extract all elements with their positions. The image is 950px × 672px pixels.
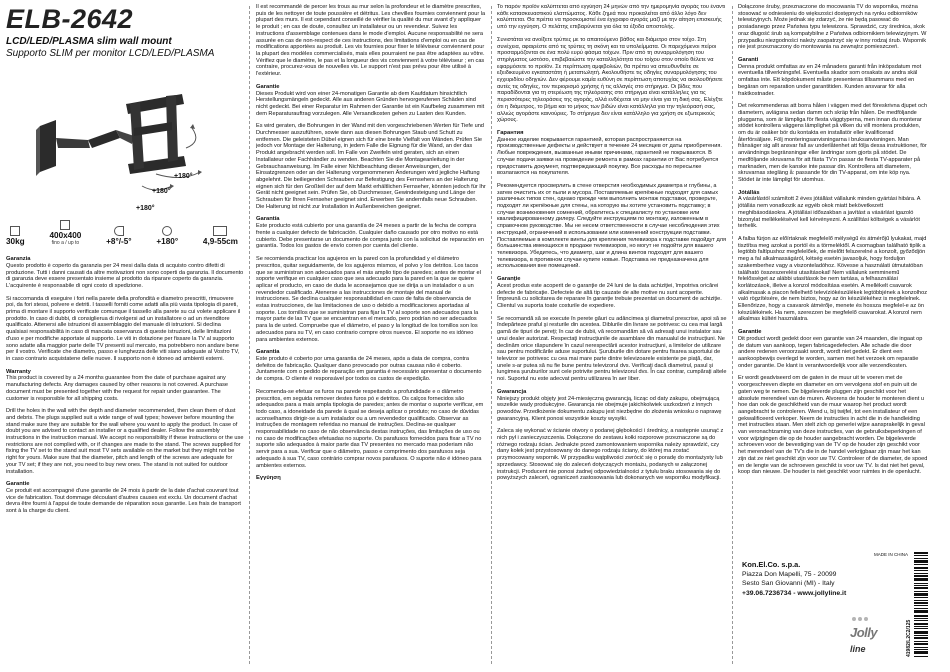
spec-swivel: +180°	[156, 226, 178, 246]
spec-weight: 30kg	[6, 226, 25, 246]
made-in-label: MADE IN CHINA	[873, 552, 908, 557]
logo-subword: line	[850, 644, 866, 654]
barcode-bar	[914, 631, 928, 634]
barcode-bar	[914, 558, 928, 559]
text-section: Gwarancja Niniejszy produkt objęty jest 24-miesięczną gwarancją, licząc od daty zakupu, obejmującą wszelkie wady produkcyjne. Gwarancja nie obejmuje jakichkolwiek uszkodzeń z innych powodów. Przedłożenie dokumentu zakupu jest niezbędne do złożenia wniosku o naprawę gwarancyjną. Klient ponosi wszystkie koszty wysyłki.	[497, 388, 722, 422]
text-section: Il est recommandé de percer les trous au mur selon la profondeur et le diamètre prescrites, puis de les nettoyer de toute poussière et détritus. Les chevilles fournies conviennent pour la plupart des murs. Il est cependant conseillé de vérifier la qualité du mur avant d'y appliquer le produit ; en cas de doute, consultez un installateur ou un revendeur. Suivez les instructions d'assemblage contenues dans le mode d'emploi. Aucune responsabilité ne sera assurée en cas de non-respect de ces instructions, des limitations d'emploi ou en cas de modifications apportées au produit. Les vis fournies pour fixer le téléviseur conviennent pour la plupart des modèles commercialisés, mais elles pourraient ne pas être adaptées au vôtre. Vérifiez que le diamètre, le pas et la longueur des vis conviennent à votre téléviseur ; en cas contraire, procurez-vous de nouvelles vis. Le support n'est pas prévu pour être utilisé à l'extérieur.	[256, 4, 486, 78]
text-section: Συνιστάται να ανοίξετε τρύπες με το απαιτούμενο βάθος και διάμετρο στον τοίχο. Στη συνέχεια, αφαιρέστε από τις τρύπες τη σκόνη και τα υπολείμματα. Οι παρεχόμενοι πείροι προσαρμόζονται σε ένα πολύ ευρύ φάσμα τοίχων. Πριν από τη συναρμολόγηση του στηρίγματος ωστόσο, επιβεβαιώστε την καταλληλότητα του τοίχου στον οποίο θέλετε να εφαρμόσετε το προϊόν. Σε περίπτωση αμφιβολιών, θα πρέπει να απευθυνθείτε σε εξειδικευμένο εγκαταστάτη ή μεταπωλητή. Ακολουθήστε τις οδηγίες συναρμολόγησης του εγχειριδίου οδηγιών. Δεν φέρουμε καμία ευθύνη σε περίπτωση αποτυχίας να ακολουθήσετε αυτές τις οδηγίες, τον περιορισμό χρήσης ή τις αλλαγές στο στήριγμα. Οι βίδες που παραδίδονται για τη στερέωση της τηλεόρασης στο στήριγμα είναι κατάλληλες για τις περισσότερες τηλεοράσεις της αγοράς, αλλά ενδέχεται να μην είναι για τη δική σας. Ελέγξτε ότι η διάμετρος, το βήμα και το μήκος των βιδών είναι κατάλληλα για την τηλεόρασή σας, αλλιώς αγοράστε καινούριες. Το στήριγμα δεν είναι κατάλληλο για χρήση σε εξωτερικούς χώρους.	[497, 36, 723, 124]
barcode-bar	[914, 647, 928, 648]
column-4	[738, 4, 928, 666]
tilt-icon	[114, 226, 124, 236]
barcode-bar	[914, 626, 928, 627]
column-1	[6, 4, 244, 666]
barcode	[914, 552, 928, 657]
jollyline-logo	[850, 612, 908, 656]
barcode-bar	[914, 608, 928, 609]
wall-mount-drawing	[6, 68, 244, 218]
text-section: Recomenda-se efetuar os furos na parede respeitando a profundidade e o diâmetro prescritos, em seguida remover destes furos pó e detritos. Os calços fornecidos são adequados para a mais ampla tipologia de paredes; antes de montar o suporte verificar, em todo caso, a idoneidade da parede à qual se deseja aplicar o produto; no caso de dúvidas aconselhamos dirigir-se a um instalador ou a um revendedor qualificado. Observar as instruções de montagem referidas no manual de instruções. Declina-se qualquer responsabilidade no caso de não observância destas instruções, das limitações de uso ou no caso de modificações efetuadas no suporte. Os parafusos fornecidos para fixar a TV no suporte são adequados à maior parte das TV presentes no mercado mas poderiam não servir para a sua. Verificar que o diâmetro, passo e comprimento dos parafusos seja adequado à sua TV, caso contrário comprar novos parafusos. O suporte não é idóneo para ambientes externos.	[256, 388, 484, 469]
text-section: Garantie Dieses Produkt wird von einer 24-monatigen Garantie ab dem Kaufdatum hinsichtlich Herstellungsmängeln gedeckt. Alle aus anderen Gründen hervorgerufenen Schäden sind nicht gedeckt. Bei einer Reparatur im Rahmen der Garantie ist ein Kaufbeleg zusammen mit dem Reparaturauftrag vorzulegen. Alle Versandkosten gehen zu Lasten des Kunden.	[256, 83, 485, 117]
fold-line	[249, 6, 250, 664]
phone-web: +39.06.7236734 - www.jollyline.it	[742, 589, 847, 597]
barcode-bar	[914, 578, 928, 581]
barcode-bar	[914, 605, 928, 606]
barcode-bar	[914, 585, 928, 586]
barcode-bar	[914, 560, 928, 563]
barcode-bar	[914, 651, 928, 654]
depth-icon	[213, 226, 227, 236]
barcode-bar	[914, 628, 928, 629]
text-section: Garanzia Questo prodotto è coperto da garanzia per 24 mesi dalla data di acquisto contro difetti di produzione. Tutti i danni causati da altre motivazioni non sono coperti da garanzia. Il documento di garanzia deve essere presentato insieme al prodotto da riparare coperto da garanzia. L'acquirente è responsabile di ogni costo di spedizione.	[6, 256, 244, 289]
swivel-label: +180°	[136, 205, 155, 212]
barcode-bar	[914, 593, 928, 596]
address-line: Sesto San Giovanni (MI) - Italy	[742, 580, 835, 588]
text-section: Se recomienda practicar los agujeros en la pared con la profundidad y el diámetro prescritos, quitar seguidamente, de los agujeros mismos, el polvo y los detritos. Los tacos que se suministran son adecuados para el más amplio tipo de paredes; antes de montar el soporte verifique en cualquier caso que sea adecuado para la pared en la que se quiere aplicar el producto, en caso de duda le aconsejamos que se dirija a un instalador o a un revendedor cualificado. Atenerse a las instrucciones de montaje del manual de instrucciones. Se declina cualquier responsabilidad en caso de falta de observancia de estas instrucciones, de las limitaciones de uso o debido a modificaciones aportadas al soporte. Los tornillos que se suministran para fijar la TV al soporte son adecuados para la mayor parte de las TV que se encuentran en el mercado, pero podrían no ser adecuados para la de usted. Compruebe que el diámetro, el paso y la longitud de los tornillos son los adecuados para su TV, en caso contrario compre otros nuevos. El soporte no es idóneo para ambientes externos.	[256, 256, 481, 343]
text-section: Se recomandă să se execute în perete găuri cu adâncimea şi diametrul prescrise, apoi să se îndepărteze praful şi resturile din acestea. Diblurile din livrare se potrivesc cu cea mai largă gamă de tipuri de pereţi; în caz de dubii, vă recomandăm să vă adresaţi unui instalator sau unui dealer autorizat. Respectaţi instrucţiunile de asamblare din manualul de instrucţiuni. Ne declinăm orice răspundere în cazul nerespectării acestor instrucţiuni, a limitelor de utilizare sau pentru modificările aduse suportului. Şuruburile din dotare pentru fixarea suportului de televizor se potrivesc cu cea mai mare parte dintre televizoarele existente pe piaţă, dar, unele s-ar putea să nu fie bune pentru televizorul dvs. Verificaţi dacă diametrul, pasul şi lungimea şuruburilor sunt cele potrivite pentru televizorul dvs. În caz contrar, cumpăraţi altele noi. Suportul nu este adecvat pentru utilizarea în aer liber.	[497, 315, 727, 383]
barcode-bar	[914, 552, 928, 554]
text-section: Er wordt geadviseerd om de gaten in de muur uit te voeren met de voorgeschreven diepte en diameter en om vervolgens stof en puin uit de gaten weg te nemen. De bijgeleverde pluggen zijn geschikt voor het absolute merendeel van de muren. Alvorens de houder te monteren dient u hoe dan ook de geschiktheid van de muur waarop het product wordt aangebracht te controleren. Wend u, bij twijfel, tot een installateur of een gekwalificeerd verkoper. Neem de instructies in acht die in de handleiding met instructies staan. Men stelt zich op generlei wijze aansprakelijk in geval van veronachtzaming van deze instructies, van de gebruiksbeperkingen of voor wijzigingen die op de houder aangebracht worden. De bijgeleverde schroeven voor de bevestiging van de TV op de houder zijn geschikt voor het merendeel van de TV's die in de handel verkrijgbaar zijn maar het kan zijn dat ze niet geschikt zijn voor uw TV. Controleer of de diameter, de spoed en de lengte van de schroeven geschikt is voor uw TV. Is dat niet het geval, koop dan nieuwe. De houder is niet geschikt voor ruimtes in de openlucht.	[738, 375, 928, 476]
text-section: Jótállás A vásárlástól számított 2 éves jótállást vállalunk minden gyártási hibára. A jótállás nem vonatkozik az egyéb okok miatt bekövetkezett meghibásodásokra. A jótállási időszakban a javítást a vásárlást igazoló bizonylat mellékelésével kell kérvényezni. A szállítási költségek a vásárlót terhelik.	[738, 189, 921, 230]
barcode-bar	[914, 602, 928, 604]
barcode-bar	[914, 575, 928, 577]
text-section: Το παρόν προϊόν καλύπτεται από εγγύηση 24 μηνών από την ημερομηνία αγοράς του έναντι κάθε κατασκευαστικού ελαττώματος. Κάθε ζημιά που προκαλείται από άλλο λόγο δεν καλύπτεται. Θα πρέπει να προσκομιστεί ένα έγγραφο αγοράς μαζί με την αίτηση επισκευής υπό την εγγύηση. Ο πελάτης επιβαρύνεται για όλα τα έξοδα αποστολής.	[497, 4, 726, 31]
text-section: Garanti Denna produkt omfattas av en 24 månaders garanti från inköpsdatum mot eventuella tillverkningsfel. Eventuella skador som orsakats av andra skäl omfattas inte. Ett köpdokument måste presenteras tillsammans med en begäran om reparation under garantitiden. Kunden ansvarar för alla fraktkostnader.	[738, 56, 922, 97]
barcode-bar	[914, 623, 928, 625]
barcode-bar	[914, 635, 928, 636]
column-3	[497, 4, 727, 666]
swivel-label: +180°	[152, 188, 171, 195]
model-title: ELB-2642	[6, 4, 134, 34]
fold-line	[732, 6, 733, 664]
barcode-bar	[914, 567, 928, 569]
barcode-bar	[914, 570, 928, 571]
spec-strip	[6, 220, 238, 246]
text-section: Гарантия Данное изделие покрывается гарантией, которая распространяется на производственные дефекты и действует в течение 24 месяцев от даты приобретения. Любые повреждения, вызванные иными причинами, гарантией не покрываются. В случае подачи заявки на проведение ремонта в рамках гарантии от Вас потребуется предоставить документ, подтверждающий покупку. Все расходы по пересылке возлагаются на покупателя.	[497, 129, 722, 177]
address-line: Piazza Don Mapelli, 75 - 20099	[742, 570, 837, 578]
barcode-bar	[914, 649, 928, 650]
barcode-bar	[914, 600, 928, 601]
column-1-text	[6, 256, 244, 515]
text-section: Es wird geraten, die Bohrungen in der Wand mit den vorgeschriebenen Werten für Tiefe und Durchmesser auszuführen, sowie dann aus diesen Bohrungen Staub und Schutt zu entfernen. Die geleisteten Dübel eignen sich für eine breite Vielfalt von Wänden. Prüfen Sie jedoch vor Montage der Halterung, in jedem Falle die Eignung für die Wand, an der das Produkt angebracht werden soll. Im Falle von Zweifeln wird geraten, sich an einen Installateur oder Fachhändler zu wenden. Beachten Sie die Montageanleitung in der Gebrauchsanweisung. Im Falle einer Nichtbeachtung dieser Anweisungen, der Einsatzgrenzen oder an der Halterung vorgenommenen Änderungen wird jegliche Haftung abgelehnt. Die beiliegenden Schrauben zur Befestigung des Fernsehers an der Halterung eignen sich für den Großteil der auf dem Markt erhältlichen Fernseher, könnten jedoch für Ihr Gerät nicht geeignet sein. Prüfen Sie, ob Durchmesser, Gewindesteigung und Länge der Schrauben für Ihren Fernseher geeignet sind. Erwerben Sie andernfalls neue Schrauben. Die Halterung ist nicht zur Installation in Außenbereichen geeignet.	[256, 123, 486, 210]
company-address	[742, 560, 846, 598]
barcode-bar	[914, 618, 928, 619]
text-section: Garantia Este produto é coberto por uma garantia de 24 meses, após a data de compra, contra defeitos de fabricação. Qualquer dano provocado por outras causas não é coberto. Juntamente com o pedido de reparação em garantia é necessário apresentar o documento de compra. O cliente é responsável por todos os custos de expedição.	[256, 349, 482, 383]
barcode-bar	[914, 591, 928, 592]
text-section: Рекомендуется просверлить в стене отверстия необходимых диаметра и глубины, а затем очистить их от пыли и мусора. Поставляемые крепёжные подходят для самых различных типов стен, однако прежде чем выполнить монтаж подставки, проверьте, подходят ли крепёжные для стены, на которую вы хотите установить подставку; в случае возникновения сомнений, обратитесь к специалисту по установке или квалифицированному дилеру. Следуйте инструкциям по монтажу, изложенным в справочном руководстве. Мы не несем ответственности в случае несоблюдения этих инструкций, ограничений в использовании или изменений конструкции подставки. Поставляемые в комплекте винты для крепления телевизора к подставке подойдут для большинства имеющихся в продаже телевизоров, но могут не подойти для вашего телевизора. Убедитесь, что диаметр, шаг и длина винтов подходят для вашего телевизора, в противном случае купите новые. Подставка не предназначена для использования вне помещений.	[497, 182, 727, 270]
text-section: Warranty This product is covered by a 24 months guarantee from the date of purchase against any manufacturing defects. Any damages caused by other reasons is not covered. A purchase document must be presented together with the request for repair under guarantee. The customer is responsible for all shipping costs.	[6, 368, 229, 402]
weight-icon	[10, 226, 20, 236]
logo-word: Jolly	[850, 625, 878, 640]
product-illustration	[6, 68, 244, 218]
barcode-bar	[914, 620, 928, 621]
subtitle-english: LCD/LED/PLASMA slim wall mount	[6, 36, 172, 47]
column-2	[256, 4, 486, 666]
text-section: Garantía Este producto está cubierto por una garantía de 24 meses a partir de la fecha de compra frente a cualquier defecto de fabricación. Cualquier daño causado por otro motivo no está cubierto. Debe presentarse un documento de compra junto con la solicitud de reparación en garantía. Todos los gastos de envío corren por cuenta del cliente.	[256, 216, 484, 250]
subtitle-italian: Supporto SLIM per monitor LCD/LED/PLASMA	[6, 48, 215, 59]
barcode-bar	[914, 583, 928, 584]
barcode-bar	[914, 656, 928, 657]
text-section: A falba fúrjon az előírtaknak megfelelő mélységű és átmérőjű lyukakat, majd tisztítsa meg azokat a portól és a törmeléktől. A csomagban található tiplik a legtöbb faltípushoz megfelelőek, de mielőtt felszerelné a konzolt, győződjön meg a fal alkalmasságáról, kétség esetén javasoljuk, hogy forduljon szakemberhez vagy a viszonteladóhoz. Kövesse a használati útmutatóban található összeszerelési utasításokat! Nem vállalunk semminemű felelősséget az alábbi utasítások be nem tartása, a felhasználási korlátozások, illetve a konzol módosítása esetén. A mellékelt csavarok alkalmasak a piacon fellelhető televíziókészülékek legtöbbjének a konzolhoz való rögzítésére, de nem biztos, hogy az ön készülékéhez is megfelelnek. Ellenőrizze, hogy a csavarok átmérője, menete és hossza megfelel-e az ön készülékének. Ha nem, szerezzen be megfelelő csavarokat. A konzol nem alkalmas kültéri használatra.	[738, 235, 928, 323]
swivel-icon	[162, 226, 172, 236]
logo-dots	[852, 617, 868, 621]
spec-depth: 4,9-55cm	[203, 226, 238, 246]
barcode-bar	[914, 643, 928, 645]
text-section: Det rekommenderas att borra hålen i väggen med det föreskrivna djupet och diametern, avlägsna sedan damm och skräp från hålen. De medföljande pluggarna, som är lämpliga för flesta väggtyperna, men innan du monterar stödet kontrollera väggens lämplighet på vilken du vill montera produkten, om du är osäker bör du kontakta en installatör eller kvalificerad återförsäljare. Följ monteringsanvisningarna i bruksanvisningen. Man frånsäger sig allt ansvar fall av underlåtenhet att följa dessa instruktioner, för användnings begränsningar eller ändringar som gjorts på stödet. De medföljande skruvarna för att fästa TV:n passar de flesta TV-apparater på marknaden, men de kanske inte passar din. Kontrollera att diametern, skruvarnas stegläng å: passande för din TV-apparat, om inte köp nya. Stödet är inte lämpligt för utomhus.	[738, 103, 928, 183]
footer-block	[738, 552, 928, 662]
vesa-icon	[60, 220, 70, 230]
barcode-bar	[914, 555, 928, 556]
swivel-label: +180°	[174, 173, 193, 180]
text-section: Εγγύηση	[256, 475, 281, 482]
spec-tilt: +8°/-5°	[106, 226, 131, 246]
text-section: Garantie Ce produit est accompagné d'une garantie de 24 mois à partir de la date d'achat couvrant tout vice de fabrication. Tout dommage découlant d'autres causes est exclu. Un document d'achat devra être fourni à l'appui de toute demande de réparation sous garantie. Les frais de transport sont à la charge du client.	[6, 481, 241, 515]
barcode-bar	[914, 587, 928, 589]
barcode-bar	[914, 597, 928, 598]
barcode-bar	[914, 610, 928, 613]
spec-vesa: 400x400 fino a / up to	[49, 220, 81, 246]
text-section: Garanţie Acest produs este acoperit de o garanţie de 24 luni de la data achiziţiei, împotriva oricărei defecte de fabricaţie. Defectele de altă tip cauzate de alte motive nu sunt acoperite. Împreună cu solicitarea de reparare în garanţie trebuie prezentat un document de achiziţie. Clientul va suporta toate costurile de expediere.	[497, 276, 722, 310]
barcode-bar	[914, 564, 928, 565]
fold-line	[491, 6, 492, 664]
text-section: Drill the holes in the wall with the depth and diameter recommended, then clean them of dust and debris. The plugs supplied suit a wide range of wall types; however before mounting the stand make sure they are suitable for the wall where you want to apply the product. In case of doubt you are advised to contact an installer or a qualified dealer. Follow the assembly instructions in the instruction manual. We accept no responsibility if these instructions or the use restrictions are not complied with, or if changes are made to the stand. The screws supplied for fixing the TV set to the stand suit most TV sets available on the market but they might not be right for yours. Make sure that the diameter, pitch and length of the screws are adequate for your TV set; if they are not, you need to buy new ones. The stand is not suited for outdoor installation.	[6, 408, 244, 475]
barcode-number: 41982/L2C2/125	[906, 619, 913, 657]
barcode-bar	[914, 615, 928, 617]
text-section: Dołączone śruby, przeznaczone do mocowania TV do wspornika, można stosować w odniesieniu do większości dostępnych na rynku odbiorników telewizyjnych. Może jednak się zdarzyć, że nie będą pasować do posiadanego przez Państwa typu telewizora. Sprawdzić, czy średnica, skok oraz długość śrub są kompatybilne z Państwa odbiornikiem telewizyjnym. W przypadku niezgodności należy zaopatrzyć się w inny rodzaj śrub. Wspornik nie jest przeznaczony do montowania na zewnątrz pomieszczeń.	[738, 4, 927, 51]
company-name: Kon.El.Co. s.p.a.	[742, 560, 801, 569]
barcode-bar	[914, 637, 928, 639]
barcode-bar	[914, 641, 928, 642]
text-section: Si raccomanda di eseguire i fori nella parete della profondità e diametro prescritti, rimuovere poi, da fori stessi, polvere e detriti. I tasselli forniti come adatti alla più vasta tipologia di pareti, prima di montare il supporto verificate comunque il tassello alla parete su cui volete applicare il prodotto. In caso di dubbi, di consiglierua di rivolgersi ad un installatore o ad un rivenditore qualificato. Attenersi alle istruzioni di assemblaggio del manuale di istruzioni. Si declina qualsiasi responsabilità in caso di mancata osservanza di queste istruzioni, delle limitazioni d'uso e per modifiche apportate al supporto. Le viti in dotazione per fissare la TV al supporto sono adatte alla maggior parte delle TV presenti sul mercato, ma potrebbero non andare bene per il vostro. Verificate che diametro, passo e lunghezza delle viti siano adeguate al Vostro TV, in caso contrario acquistatene delle nuove. Il supporto non è idoneo ad ambienti esterni.	[6, 295, 241, 362]
text-section: Zaleca się wykonać w ścianie otwory o podanej głębokości i średnicy, a następnie usunąć z nich pył i zanieczyszczenia. Dołączone do zestawu kołki rozporowe przeznaczone są do różnego rodzaju ścian. Jednakże przed zamontowaniem wspornika należy sprawdzić, czy dany kołek jest przystosowany do danego rodzaju ściany, do której ma zostać przymocowany wspornik. W przypadku wątpliwości zwrócić się o poradę do montażysty lub sprzedawcy. Stosować się do zaleceń dotyczących montażu, podanych w załączonej instrukcji. Producent nie ponosi żadnej odpowiedzialności z tytułu braku stosowania się do powyższych zaleceń, ograniczeń zastosowania lub dokonanych we wsporniku modyfikacji.	[497, 428, 724, 482]
text-section: Garantie Dit product wordt gedekt door een garantie van 24 maanden, die ingaat op de datum van aankoop, tegen fabricagedefecten. Alle schade die door andere redenen veroorzaakt wordt, wordt niet gedekt. Er dient een aankoopbewijs overlegd te worden, samen met het verzoek om reparatie onder garantie. De klant is verantwoordelijk voor alle verzendkosten.	[738, 329, 923, 369]
barcode-bar	[914, 573, 928, 574]
